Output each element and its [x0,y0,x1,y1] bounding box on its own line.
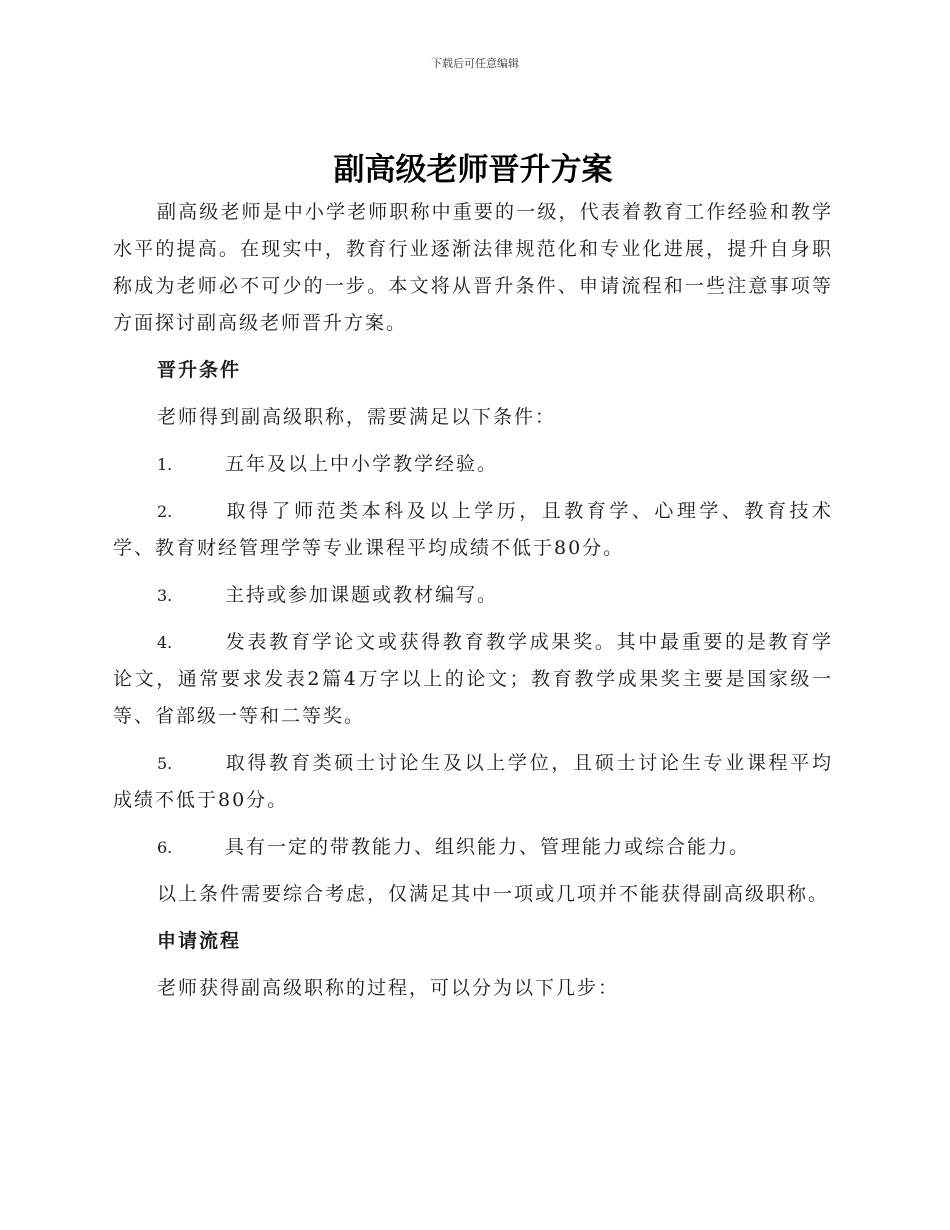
document-title: 副高级老师晋升方案 [333,152,613,188]
section-heading-conditions: 晋升条件 [157,359,242,381]
document-body [113,146,833,1007]
condition-item [113,493,833,567]
item-number: 3. [157,586,173,605]
item-text: 具有一定的带教能力、组织能力、管理能力或综合能力。 [225,836,751,858]
item-text: 取得教育类硕士讨论生及以上学位，且硕士讨论生专业课程平均成绩不低于80分。 [113,752,833,811]
process-lead: 老师获得副高级职称的过程，可以分为以下几步： [157,977,620,999]
item-number: 4. [157,633,173,652]
intro-paragraph: 副高级老师是中小学老师职称中重要的一级，代表着教育工作经验和教学水平的提高。在现实中，教育行业逐渐法律规范化和专业化进展，提升自身职称成为老师必不可少的一步。本文将从晋升条件、申请流程和一些注意事项等方面探讨副高级老师晋升方案。 [113,201,833,334]
condition-item [113,829,833,866]
condition-item [113,624,833,735]
conditions-closing: 以上条件需要综合考虑，仅满足其中一项或几项并不能获得副高级职称。 [157,883,830,905]
header-note: 下载后可任意编辑 [431,57,519,70]
condition-item [113,745,833,819]
item-text: 主持或参加课题或教材编写。 [225,584,499,606]
conditions-lead: 老师得到副高级职称，需要满足以下条件： [157,406,557,428]
item-text: 发表教育学论文或获得教育教学成果奖。其中最重要的是教育学论文，通常要求发表2篇4万字以上的论文；教育教学成果奖主要是国家级一等、省部级一等和二等奖。 [113,631,833,727]
item-number: 5. [157,754,173,773]
condition-item [113,577,833,614]
item-number: 1. [157,455,173,474]
item-text: 取得了师范类本科及以上学历，且教育学、心理学、教育技术学、教育财经管理学等专业课程平均成绩不低于80分。 [113,500,833,559]
section-heading-process: 申请流程 [157,930,242,952]
item-text: 五年及以上中小学教学经验。 [225,453,499,475]
condition-item [113,446,833,483]
item-number: 2. [157,502,173,521]
item-number: 6. [157,838,173,857]
